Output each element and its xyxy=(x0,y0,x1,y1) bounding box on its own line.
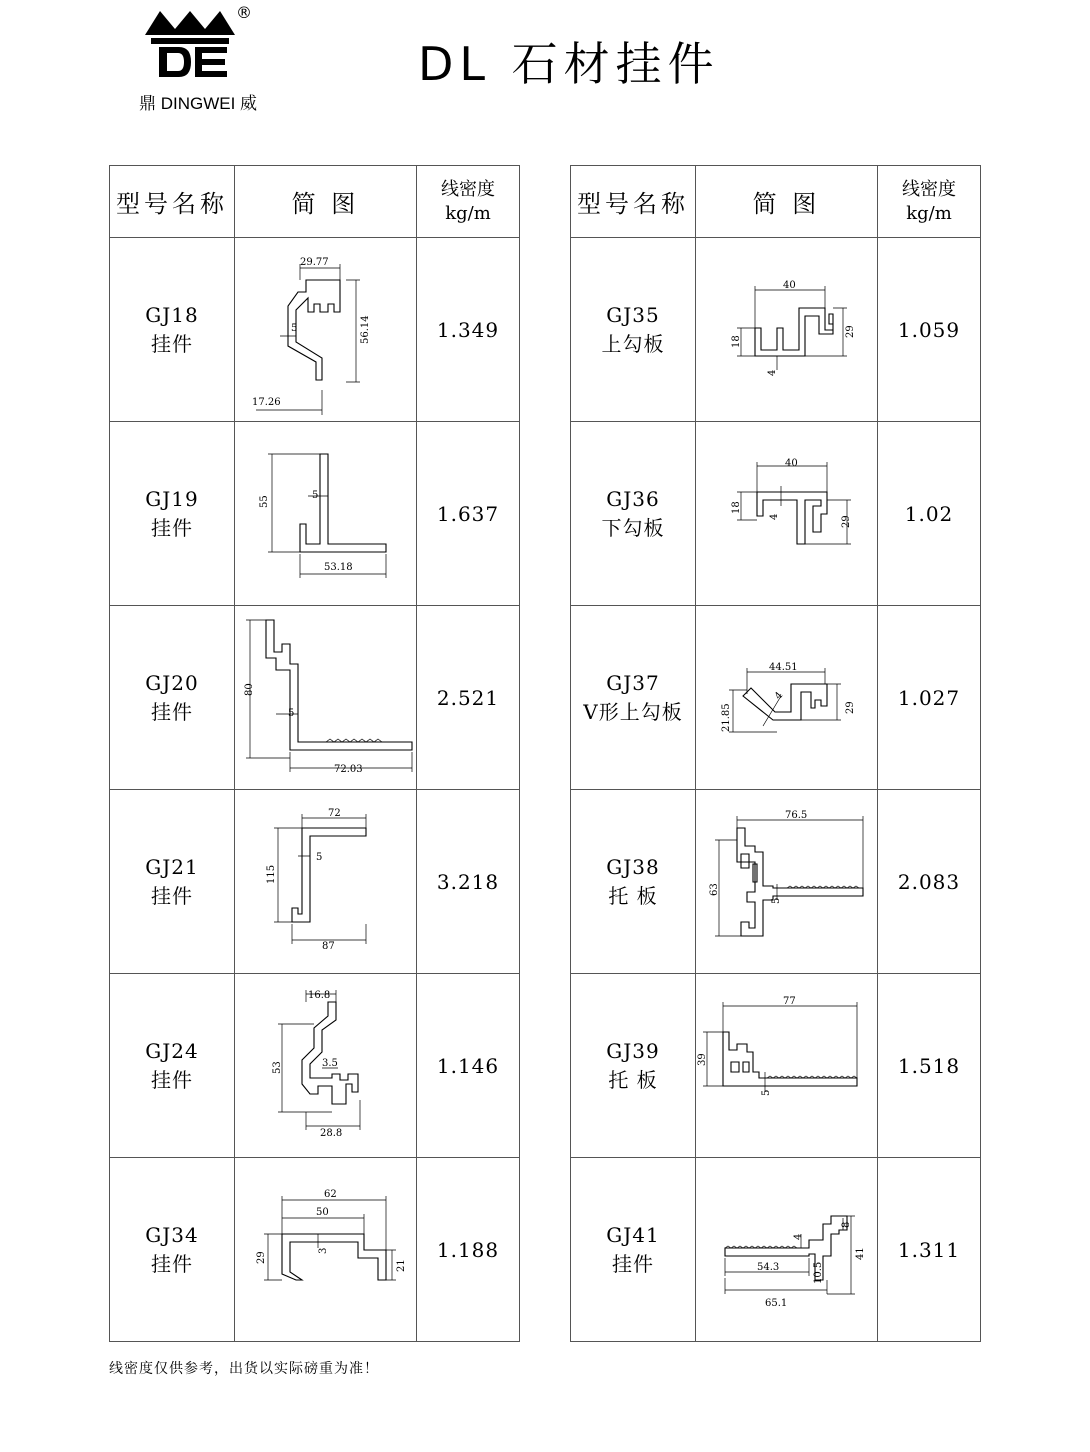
model-cell xyxy=(110,974,235,1158)
table-row xyxy=(571,422,981,606)
density-value: 1.188 xyxy=(417,1158,520,1342)
model-code: GJ21 xyxy=(145,854,199,879)
dim-label: 72 xyxy=(327,807,341,819)
dim-label: 5 xyxy=(311,489,318,501)
model-name: 托 板 xyxy=(608,883,658,908)
dim-label: 4 xyxy=(766,369,778,376)
model-name: 挂件 xyxy=(612,1251,654,1276)
table-row xyxy=(110,606,520,790)
dim-label: 29.77 xyxy=(299,256,329,268)
density-value: 1.349 xyxy=(417,238,520,422)
table-row xyxy=(110,790,520,974)
model-code: GJ18 xyxy=(145,302,199,327)
table-row xyxy=(110,1158,520,1342)
model-name: 挂件 xyxy=(151,883,193,908)
dim-label: 5 xyxy=(770,897,782,904)
model-name: V形上勾板 xyxy=(583,699,683,724)
document-title: DL 石材挂件 xyxy=(418,37,720,91)
dim-label: 18 xyxy=(730,500,742,514)
table-row xyxy=(571,1158,981,1342)
footnote: 线密度仅供参考，出货以实际磅重为准！ xyxy=(109,1361,379,1377)
model-name: 托 板 xyxy=(608,1067,658,1092)
model-name: 上勾板 xyxy=(601,331,665,356)
dim-label: 16.8 xyxy=(307,989,330,1001)
header-density xyxy=(417,166,520,238)
dim-label: 41 xyxy=(854,1246,866,1260)
profile-drawing-gj38 xyxy=(697,792,877,972)
dim-label: 4 xyxy=(772,689,785,702)
dim-label: 4 xyxy=(792,1233,804,1240)
dim-label: 44.51 xyxy=(768,661,798,673)
model-code: GJ34 xyxy=(145,1222,199,1247)
dim-label: 72.03 xyxy=(333,763,363,775)
dim-label: 5 xyxy=(315,851,322,863)
dim-label: 76.5 xyxy=(784,809,807,821)
model-cell xyxy=(571,422,696,606)
diagram-cell xyxy=(235,1158,417,1342)
profile-drawing-gj39 xyxy=(697,976,877,1156)
dim-label: 5 xyxy=(760,1089,772,1096)
dim-label: 40 xyxy=(782,279,796,291)
diagram-cell xyxy=(696,790,878,974)
diagram-cell xyxy=(696,606,878,790)
dim-label: 65.1 xyxy=(764,1297,787,1309)
model-code: GJ19 xyxy=(145,486,199,511)
dingwei-logo-mark xyxy=(145,5,235,83)
model-code: GJ38 xyxy=(606,854,660,879)
model-cell xyxy=(110,1158,235,1342)
model-name: 挂件 xyxy=(151,1251,193,1276)
model-code: GJ20 xyxy=(145,670,199,695)
diagram-cell xyxy=(235,790,417,974)
dim-label: 40 xyxy=(784,457,798,469)
profile-drawing-gj18 xyxy=(236,240,416,420)
dim-label: 80 xyxy=(243,682,255,696)
model-name: 下勾板 xyxy=(601,515,665,540)
dim-label: 4 xyxy=(768,513,780,520)
header-row xyxy=(571,166,981,238)
model-cell xyxy=(110,606,235,790)
dim-label: 8 xyxy=(840,1221,852,1228)
dim-label: 5 xyxy=(287,707,294,719)
dim-label: 29 xyxy=(840,514,852,528)
header-density-label: 线密度 xyxy=(441,178,495,200)
model-code: GJ39 xyxy=(606,1038,660,1063)
table-row xyxy=(110,238,520,422)
dim-label: 39 xyxy=(696,1052,708,1066)
model-name: 挂件 xyxy=(151,699,193,724)
header-density xyxy=(878,166,981,238)
model-cell xyxy=(110,238,235,422)
dim-label: 56.14 xyxy=(359,314,371,344)
spec-table-left xyxy=(109,165,520,1342)
model-code: GJ24 xyxy=(145,1038,199,1063)
dim-label: 18 xyxy=(730,334,742,348)
diagram-cell xyxy=(696,238,878,422)
header-diagram: 简 图 xyxy=(235,166,417,238)
profile-drawing-gj37 xyxy=(697,608,877,788)
diagram-cell xyxy=(235,606,417,790)
model-cell xyxy=(571,974,696,1158)
profile-drawing-gj20 xyxy=(236,608,416,788)
dim-label: 87 xyxy=(321,940,335,952)
model-cell xyxy=(571,790,696,974)
model-cell xyxy=(110,790,235,974)
density-value: 1.027 xyxy=(878,606,981,790)
dim-label: 29 xyxy=(844,324,856,338)
dim-label: 62 xyxy=(323,1188,337,1200)
model-code: GJ36 xyxy=(606,486,660,511)
diagram-cell xyxy=(696,1158,878,1342)
diagram-cell xyxy=(235,238,417,422)
dim-label: 10.5 xyxy=(812,1261,824,1284)
header-diagram: 简 图 xyxy=(696,166,878,238)
table-row xyxy=(571,238,981,422)
density-value: 1.146 xyxy=(417,974,520,1158)
diagram-cell xyxy=(235,422,417,606)
dim-label: 5 xyxy=(290,322,297,334)
dim-label: 53.18 xyxy=(323,561,353,573)
model-cell xyxy=(571,238,696,422)
dim-label: 29 xyxy=(255,1250,267,1264)
model-code: GJ37 xyxy=(606,670,660,695)
header-model-name: 型号名称 xyxy=(571,166,696,238)
model-name: 挂件 xyxy=(151,515,193,540)
density-value: 1.311 xyxy=(878,1158,981,1342)
dim-label: 63 xyxy=(708,882,720,896)
profile-drawing-gj19 xyxy=(236,424,416,604)
dim-label: 53 xyxy=(271,1060,283,1074)
profile-drawing-gj34 xyxy=(236,1160,416,1340)
density-value: 1.059 xyxy=(878,238,981,422)
model-cell xyxy=(571,1158,696,1342)
dim-label: 55 xyxy=(258,494,270,508)
model-name: 挂件 xyxy=(151,331,193,356)
table-row xyxy=(571,606,981,790)
density-value: 2.521 xyxy=(417,606,520,790)
header-model-name: 型号名称 xyxy=(110,166,235,238)
profile-drawing-gj21 xyxy=(236,792,416,972)
dim-label: 21.85 xyxy=(720,702,732,732)
dim-label: 115 xyxy=(265,864,277,884)
header-density-label: 线密度 xyxy=(902,178,956,200)
density-value: 1.518 xyxy=(878,974,981,1158)
header-density-unit: kg/m xyxy=(906,202,952,224)
model-name: 挂件 xyxy=(151,1067,193,1092)
diagram-cell xyxy=(696,422,878,606)
brand-name: 鼎 DINGWEI 威 xyxy=(138,94,258,113)
profile-drawing-gj24 xyxy=(236,976,416,1156)
diagram-cell xyxy=(235,974,417,1158)
table-row xyxy=(110,422,520,606)
model-code: GJ41 xyxy=(606,1222,660,1247)
registered-mark: ® xyxy=(236,3,252,22)
density-value: 2.083 xyxy=(878,790,981,974)
table-row xyxy=(571,790,981,974)
brand-logo xyxy=(138,3,270,113)
spec-table-right xyxy=(570,165,981,1342)
header-density-unit: kg/m xyxy=(445,202,491,224)
profile-drawing-gj41 xyxy=(697,1160,877,1340)
profile-drawing-gj36 xyxy=(697,424,877,604)
model-cell xyxy=(571,606,696,790)
header-row xyxy=(110,166,520,238)
density-value: 1.637 xyxy=(417,422,520,606)
diagram-cell xyxy=(696,974,878,1158)
dim-label: 54.3 xyxy=(756,1261,779,1273)
dim-label: 3 xyxy=(317,1247,329,1254)
density-value: 3.218 xyxy=(417,790,520,974)
table-row xyxy=(571,974,981,1158)
table-row xyxy=(110,974,520,1158)
profile-drawing-gj35 xyxy=(697,240,877,420)
dim-label: 3.5 xyxy=(321,1057,338,1069)
dim-label: 28.8 xyxy=(319,1127,342,1139)
dim-label: 21 xyxy=(395,1258,407,1272)
dim-label: 29 xyxy=(844,700,856,714)
model-cell xyxy=(110,422,235,606)
density-value: 1.02 xyxy=(878,422,981,606)
model-code: GJ35 xyxy=(606,302,660,327)
dim-label: 50 xyxy=(315,1206,329,1218)
dim-label: 17.26 xyxy=(251,396,281,408)
dim-label: 77 xyxy=(782,995,796,1007)
